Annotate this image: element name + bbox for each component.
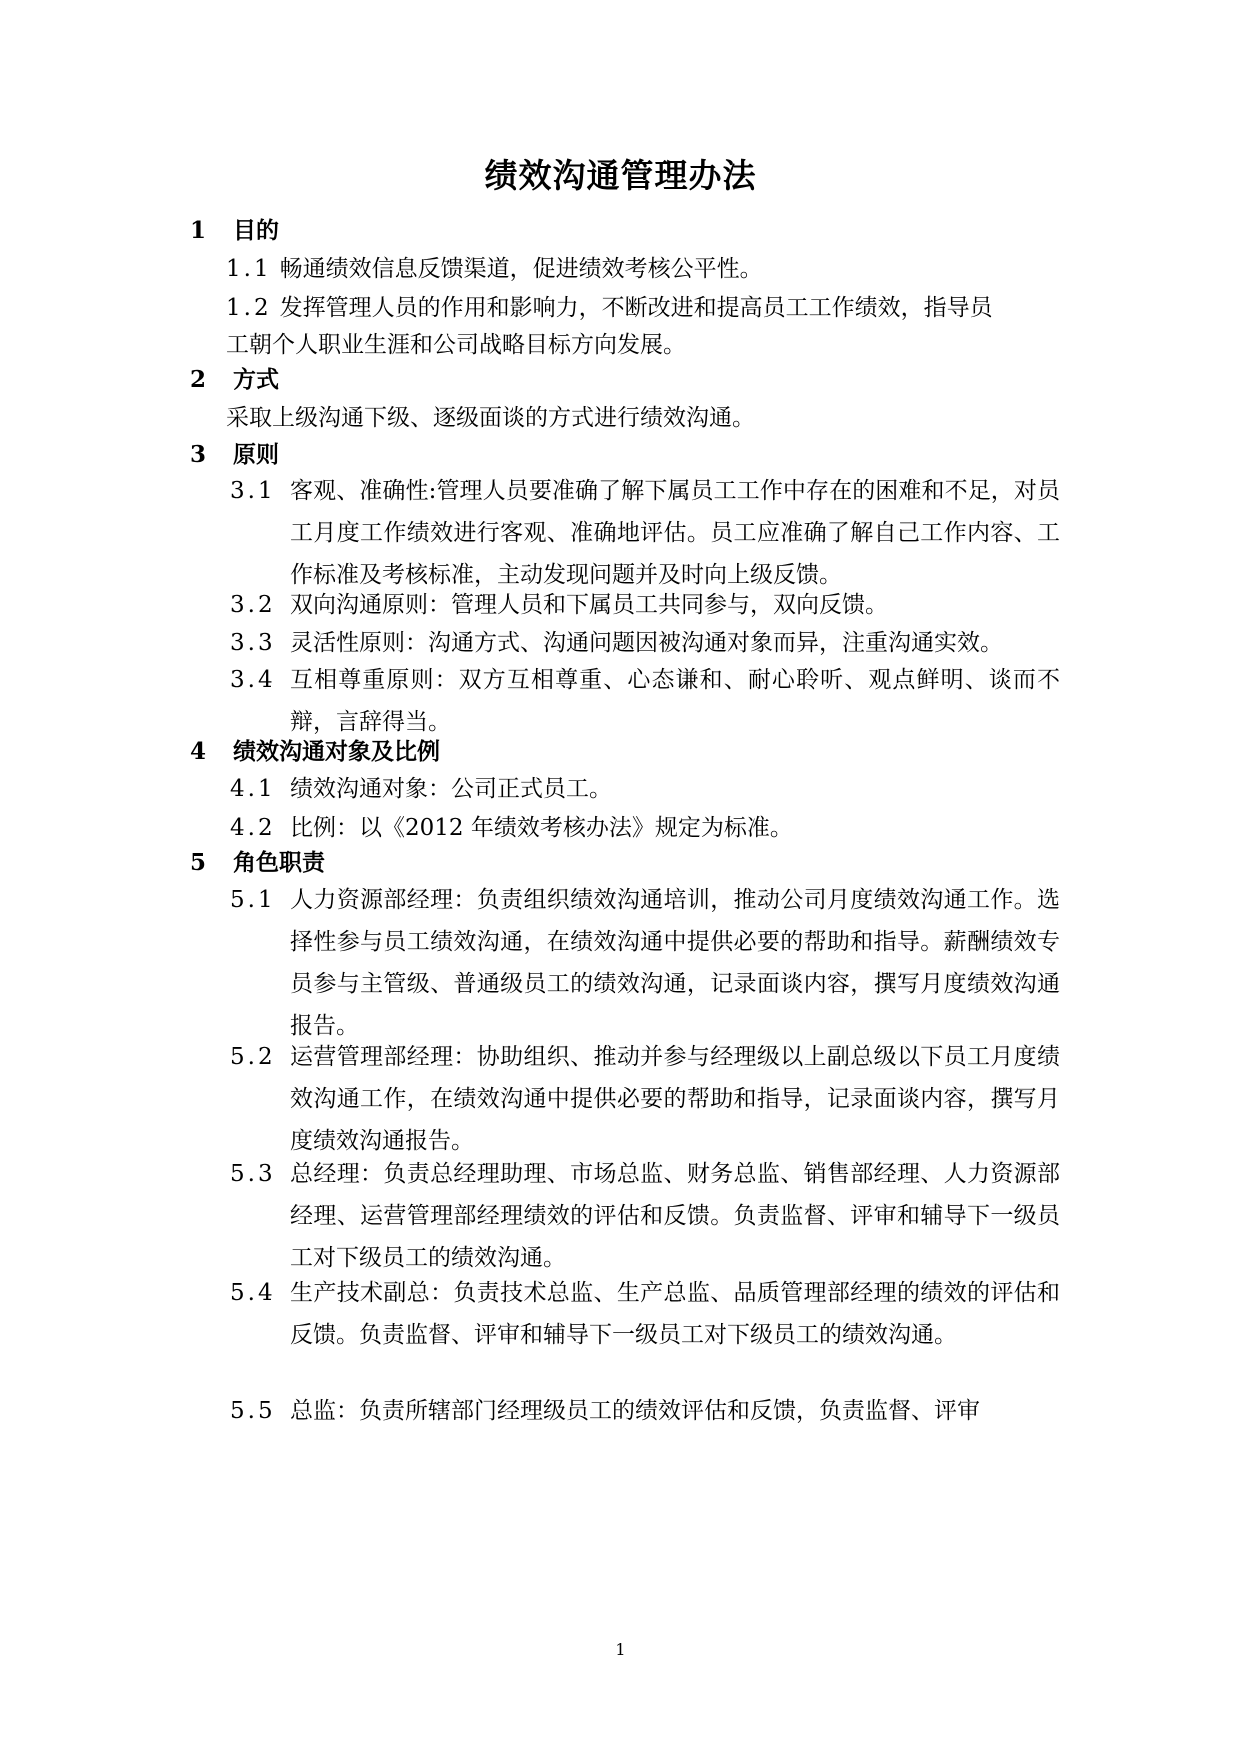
item-number: 5.1 xyxy=(230,887,276,913)
document-title: 绩效沟通管理办法 xyxy=(484,156,757,195)
list-item xyxy=(230,807,1060,849)
item-text: 生产技术副总：负责技术总监、生产总监、品质管理部经理的绩效的评估和反馈。负责监督、评审和辅导下一级员工对下级员工的绩效沟通。 xyxy=(290,1280,1060,1348)
item-text: 运营管理部经理：协助组织、推动并参与经理级以上副总级以下员工月度绩效沟通工作，在绩效沟通中提供必要的帮助和指导，记录面谈内容，撰写月度绩效沟通报告。 xyxy=(290,1044,1060,1154)
section-title: 目的 xyxy=(233,217,279,244)
paragraph-text: 采取上级沟通下级、逐级面谈的方式进行绩效沟通。 xyxy=(226,405,755,431)
section-number: 4 xyxy=(190,738,207,765)
item-number: 1.1 xyxy=(226,256,272,282)
list-item xyxy=(230,584,1060,626)
list-item xyxy=(230,1390,1060,1432)
item-number: 3.2 xyxy=(230,592,276,618)
section-title: 方式 xyxy=(233,366,279,393)
list-item xyxy=(230,1272,1060,1356)
page-number: 1 xyxy=(615,1640,626,1659)
list-item xyxy=(230,768,1060,810)
item-number: 5.2 xyxy=(230,1044,276,1070)
list-item xyxy=(230,659,1060,743)
item-number: 3.4 xyxy=(230,667,276,693)
item-number: 4.1 xyxy=(230,776,276,802)
section-heading-2 xyxy=(190,364,279,396)
list-item xyxy=(226,248,1056,290)
list-item xyxy=(230,879,1060,1047)
section-heading-3 xyxy=(190,439,279,471)
section-title: 绩效沟通对象及比例 xyxy=(233,738,440,765)
section-number: 5 xyxy=(190,849,207,876)
paragraph xyxy=(226,397,1056,439)
section-number: 3 xyxy=(190,441,207,468)
item-text: 灵活性原则：沟通方式、沟通问题因被沟通对象而异，注重沟通实效。 xyxy=(290,630,1003,656)
item-number: 3.3 xyxy=(230,630,276,656)
item-number: 5.5 xyxy=(230,1398,276,1424)
item-text: 双向沟通原则：管理人员和下属员工共同参与，双向反馈。 xyxy=(290,592,888,618)
list-item xyxy=(230,1036,1060,1162)
section-number: 2 xyxy=(190,366,207,393)
item-text: 客观、准确性:管理人员要准确了解下属员工工作中存在的困难和不足，对员工月度工作绩效进行客观、准确地评估。员工应准确了解自己工作内容、工作标准及考核标准，主动发现问题并及时向上级反馈。 xyxy=(290,478,1060,588)
section-title: 原则 xyxy=(233,441,279,468)
item-text: 发挥管理人员的作用和影响力，不断改进和提高员工工作绩效，指导员 xyxy=(279,295,993,321)
item-text: 总经理：负责总经理助理、市场总监、财务总监、销售部经理、人力资源部经理、运营管理部经理绩效的评估和反馈。负责监督、评审和辅导下一级员工对下级员工的绩效沟通。 xyxy=(290,1161,1060,1271)
list-item-continuation xyxy=(226,324,1056,366)
item-number: 5.3 xyxy=(230,1161,276,1187)
section-heading-5 xyxy=(190,847,325,879)
item-text: 比例：以《2012 年绩效考核办法》规定为标准。 xyxy=(290,815,793,841)
section-heading-4 xyxy=(190,736,440,768)
list-item xyxy=(226,287,1056,329)
item-text: 畅通绩效信息反馈渠道，促进绩效考核公平性。 xyxy=(279,256,763,282)
list-item xyxy=(230,622,1060,664)
list-item xyxy=(230,470,1060,596)
section-heading-1 xyxy=(190,215,279,247)
list-item xyxy=(230,1153,1060,1279)
item-text: 总监：负责所辖部门经理级员工的绩效评估和反馈，负责监督、评审 xyxy=(290,1398,980,1424)
item-number: 4.2 xyxy=(230,815,276,841)
item-text: 人力资源部经理：负责组织绩效沟通培训，推动公司月度绩效沟通工作。选择性参与员工绩效沟通，在绩效沟通中提供必要的帮助和指导。薪酬绩效专员参与主管级、普通级员工的绩效沟通，记录面谈内容，撰写月度绩效沟通报告。 xyxy=(290,887,1060,1039)
section-title: 角色职责 xyxy=(233,849,325,876)
item-text: 互相尊重原则：双方互相尊重、心态谦和、耐心聆听、观点鲜明、谈而不辩，言辞得当。 xyxy=(290,667,1060,735)
item-text: 工朝个人职业生涯和公司战略目标方向发展。 xyxy=(226,332,686,358)
item-number: 5.4 xyxy=(230,1280,276,1306)
section-number: 1 xyxy=(190,217,207,244)
item-number: 1.2 xyxy=(226,295,272,321)
item-text: 绩效沟通对象：公司正式员工。 xyxy=(290,776,612,802)
item-number: 3.1 xyxy=(230,478,276,504)
